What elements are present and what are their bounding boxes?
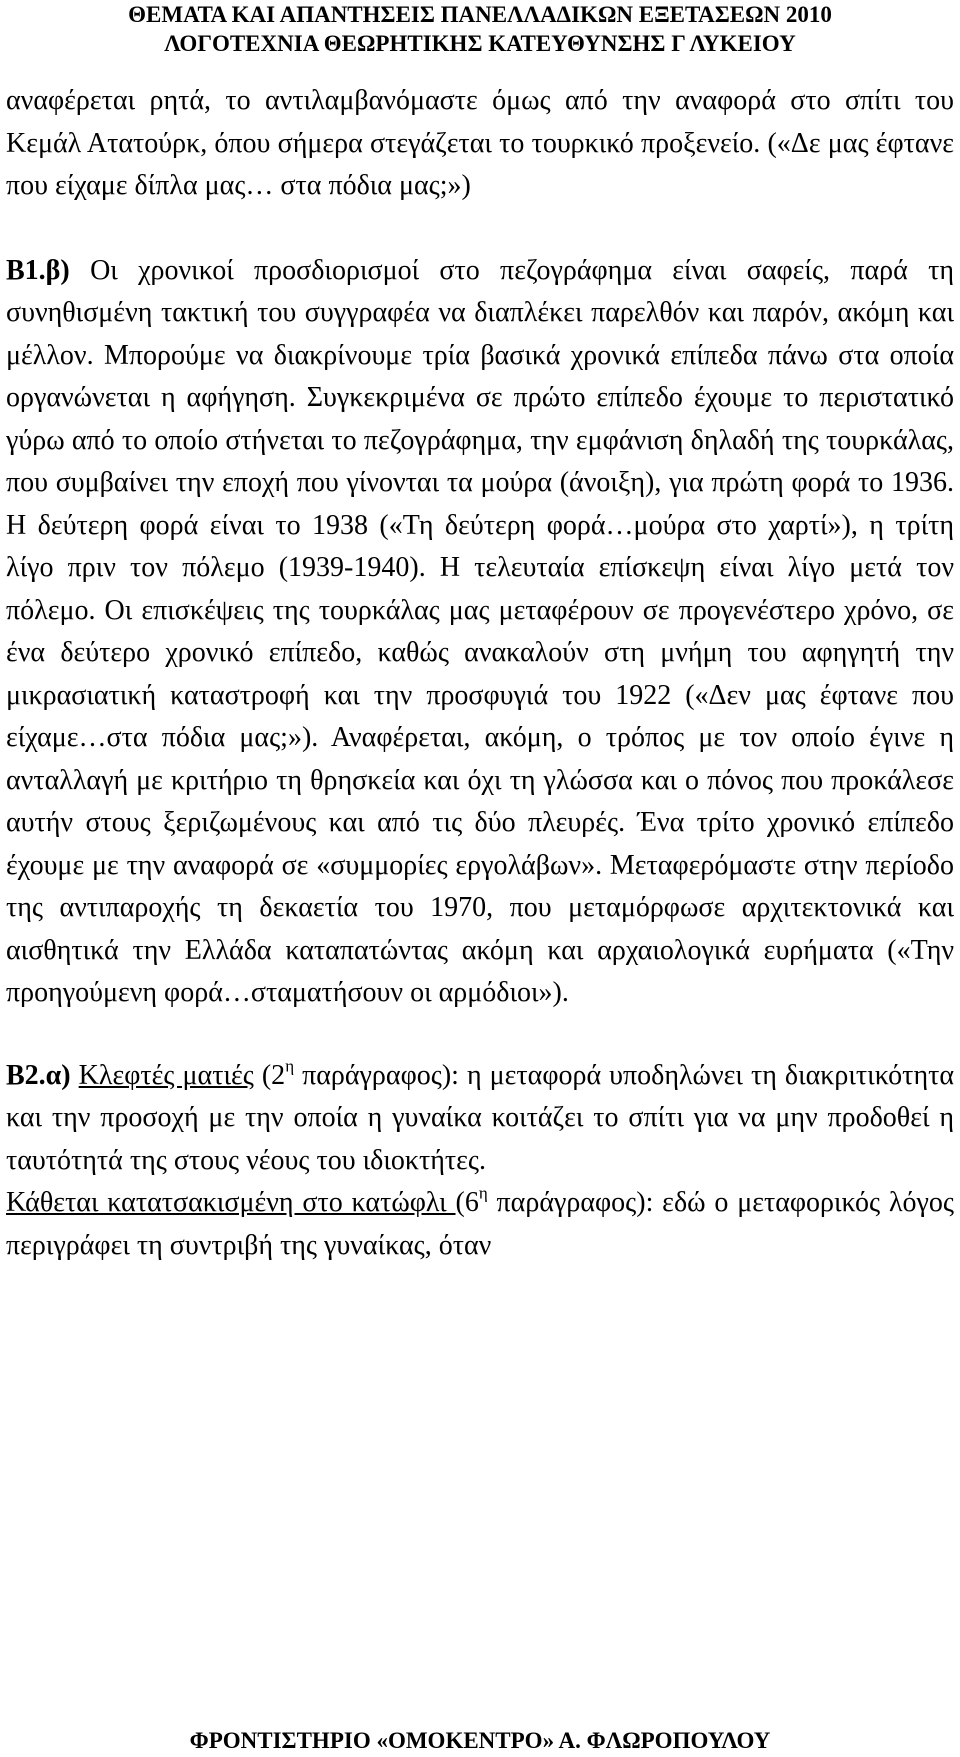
answer-b1b-text: Οι χρονικοί προσδιορισμοί στο πεζογράφημα είναι σαφείς, παρά τη συνηθισμένη τακτική του συγγραφέα να διαπλέκει παρελθόν και παρόν, ακόμη και μέλλον. Μπορούμε να διακρίνουμε τρία βασικά χρονικά επίπεδα πάνω στα οποία οργανώνεται η αφήγηση. Συγκεκριμένα σε πρώτο επίπεδο έχουμε το περιστατικό γύρω από το οποίο στήνεται το πεζογράφημα, την εμφάνιση δηλαδή της τουρκάλας, που συμβαίνει την εποχή που γίνονται τα μούρα (άνοιξη), για πρώτη φορά το 1936. Η δεύτερη φορά είναι το 1938 («Τη δεύτερη φορά…μούρα στο χαρτί»), η τρίτη λίγο πριν τον πόλεμο (1939-1940). Η τελευταία επίσκεψη είναι λίγο μετά τον πόλεμο. Οι επισκέψεις της τουρκάλας μας μεταφέρουν σε προγενέστερο χρόνο, σε ένα δεύτερο χρονικό επίπεδο, καθώς ανακαλούν στη μνήμη του αφηγητή την μικρασιατική καταστροφή και την προσφυγιά του 1922 («Δεν μας έφτανε που είχαμε…στα πόδια μας;»). Αναφέρεται, ακόμη, ο τρόπος με τον οποίο έγινε η ανταλλαγή με κριτήριο τη θρησκεία και όχι τη γλώσσα και ο πόνος που προκάλεσε αυτήν στους ξεριζωμένους και από τις δύο πλευρές. Ένα τρίτο χρονικό επίπεδο έχουμε με την αναφορά σε «συμμορίες εργολάβων». Μεταφερόμαστε στην περίοδο της αντιπαροχής τη δεκαετία του 1970, που μεταμόρφωσε αρχιτεκτονικά και αισθητικά την Ελλάδα καταπατώντας ακόμη και αρχαιολογικά ευρήματα («Την προηγούμενη φορά…σταματήσουν οι αρμόδιοι»). xyxy=(6,254,954,1008)
document-body xyxy=(6,80,954,1267)
header-title: ΘΕΜΑΤΑ ΚΑΙ ΑΠΑΝΤΗΣΕΙΣ ΠΑΝΕΛΛΑΔΙΚΩΝ ΕΞΕΤΑΣΕΩΝ 2010 xyxy=(128,2,832,27)
page-header xyxy=(0,0,960,58)
header-subtitle: ΛΟΓΟΤΕΧΝΙΑ ΘΕΩΡΗΤΙΚΗΣ ΚΑΤΕΥΘΥΝΣΗΣ Γ ΛΥΚΕΙΟΥ xyxy=(164,31,796,56)
metaphor-phrase: Κλεφτές ματιές xyxy=(78,1059,254,1091)
paragraph-spacer xyxy=(6,1015,954,1055)
answer-b2a xyxy=(6,1055,954,1183)
paragraph-ref-open: (6 xyxy=(455,1187,479,1218)
intro-paragraph: αναφέρεται ρητά, το αντιλαμβανόμαστε όμως από την αναφορά στο σπίτι του Κεμάλ Ατατούρκ, όπου σήμερα στεγάζεται το τουρκικό προξενείο. («Δε μας έφτανε που είχαμε δίπλα μας… στα πόδια μας;») xyxy=(6,85,954,201)
answer-b2a-second-text: παράγραφος): εδώ ο μεταφορικός λόγος περιγράφει τη συντριβή της γυναίκας, όταν xyxy=(6,1187,954,1261)
answer-b2a-label: Β2.α) xyxy=(6,1059,71,1091)
answer-b1b xyxy=(6,250,954,1015)
paragraph-ref-sup: η xyxy=(285,1055,295,1075)
metaphor-phrase: Κάθεται κατατσακισμένη στο κατώφλι xyxy=(6,1187,456,1218)
answer-b2a-text: παράγραφος): η μεταφορά υποδηλώνει τη διακριτικότητα και την προσοχή με την οποία η γυναίκα κοιτάζει το σπίτι για να μην προδοθεί η ταυτότητά της στους νέους του ιδιοκτήτες. xyxy=(6,1059,955,1176)
page-footer xyxy=(0,1727,960,1755)
paragraph-ref-sup: η xyxy=(478,1183,488,1203)
answer-b2a-second xyxy=(6,1182,954,1267)
paragraph-spacer xyxy=(6,208,954,250)
footer-text: ΦΡΟΝΤΙΣΤΗΡΙΟ «ΟΜΟΚΕΝΤΡΟ» Α. ΦΛΩΡΟΠΟΥΛΟΥ xyxy=(189,1728,771,1753)
paragraph-ref-open: (2 xyxy=(253,1059,286,1091)
answer-b1b-label: Β1.β) xyxy=(6,254,70,286)
